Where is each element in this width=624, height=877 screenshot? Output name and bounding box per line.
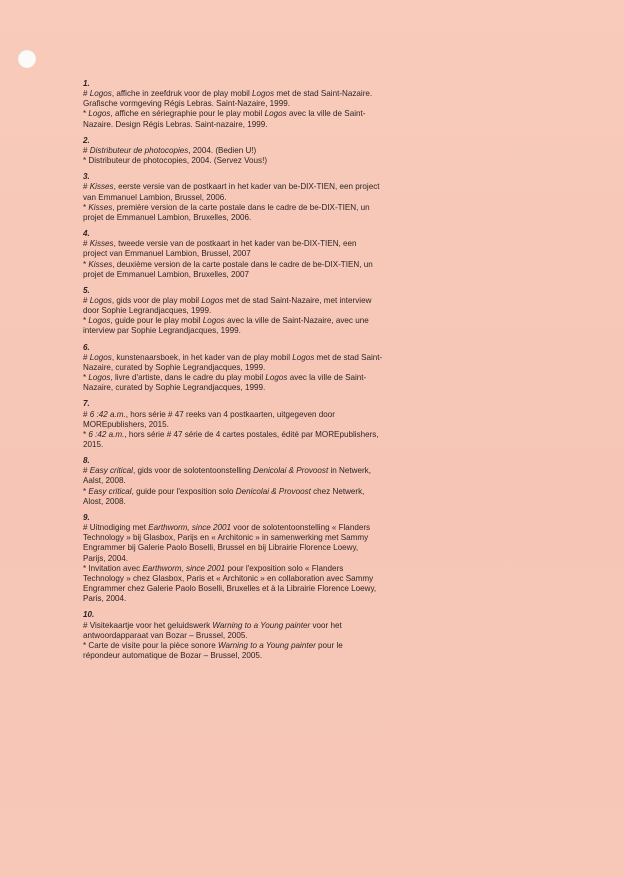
italic-text-segment: Logos (265, 373, 288, 383)
entry-number: 9. (83, 512, 90, 522)
text-segment: avec la ville de Saint-Nazaire, avec une (224, 316, 369, 326)
text-segment: project van Emmanuel Lambion, Brussel, 2007 (83, 249, 251, 259)
italic-text-segment: 6 :42 a.m. (88, 429, 125, 439)
entry (83, 399, 428, 450)
text-segment: Nazaire, curated by Sophie Legrandjacques, 1999. (83, 383, 266, 393)
entry-line (83, 430, 428, 440)
text-segment: voor het (310, 620, 342, 630)
text-segment: répondeur automatique de Bozar – Brussel, 2005. (83, 650, 263, 660)
entry-line (83, 641, 428, 651)
entry-line (83, 533, 428, 543)
entry-line (83, 203, 428, 213)
text-segment: Nazaire. Design Régis Lebras. Saint-nazaire, 1999. (83, 119, 268, 129)
italic-text-segment: Easy critical (89, 466, 133, 476)
entry-line (83, 89, 428, 99)
entry-line (83, 99, 428, 109)
text-segment: chez Netwerk, (310, 486, 365, 496)
text-segment: * (83, 109, 89, 119)
text-segment: , guide pour l'exposition solo (131, 486, 236, 496)
text-segment: Alost, 2008. (83, 496, 126, 506)
text-segment: # (83, 409, 90, 419)
text-segment: projet de Emmanuel Lambion, Bruxelles, 2006. (83, 212, 252, 222)
entry-line (83, 497, 428, 507)
text-segment: # Uitnodiging met (83, 523, 149, 533)
entry-line (83, 631, 428, 641)
text-segment: Parijs, 2004. (83, 553, 128, 563)
entry-line (83, 476, 428, 486)
entry-line (83, 306, 428, 316)
entry-line (83, 363, 428, 373)
entry-line (83, 554, 428, 564)
entry-line (83, 564, 428, 574)
entry-line (83, 316, 428, 326)
text-segment: in Netwerk, (328, 466, 371, 476)
text-segment: Technology » bij Glasbox, Parijs en « Architonic » in samenwerking met Sammy (83, 533, 369, 543)
entry-line (83, 383, 428, 393)
text-segment: antwoordapparaat van Bozar – Brussel, 2005. (83, 630, 248, 640)
entry (83, 136, 428, 166)
italic-text-segment: Kisses (88, 202, 113, 212)
text-segment: * (83, 429, 89, 439)
entry-line (83, 270, 428, 280)
entry-line (83, 410, 428, 420)
italic-text-segment: Earthworm, since 2001 (142, 563, 226, 573)
text-segment: * Distributeur de photocopies, 2004. (Servez Vous!) (83, 156, 268, 166)
text-segment: Nazaire, curated by Sophie Legrandjacques, 1999. (83, 362, 266, 372)
text-segment: Engrammer chez Galerie Paolo Boselli, Bruxelles et à la Librairie Florence Loewy, (83, 584, 377, 594)
text-segment: , gids voor de solotentoonstelling (132, 466, 254, 476)
text-segment: , affiche in zeefdruk voor de play mobil (111, 89, 253, 99)
entry-line (83, 156, 428, 166)
text-segment: avec la ville de Saint- (286, 109, 366, 119)
italic-text-segment: Warning to a Young painter (217, 640, 316, 650)
punch-hole (18, 50, 36, 68)
text-segment: Grafische vormgeving Régis Lebras. Saint-Nazaire, 1999. (83, 99, 290, 109)
entry-line (83, 621, 428, 631)
italic-text-segment: Earthworm, since 2001 (148, 523, 232, 533)
entry-number: 2. (83, 135, 90, 145)
italic-text-segment: Easy critical (88, 486, 132, 496)
entry-line (83, 523, 428, 533)
text-segment: * (83, 316, 89, 326)
text-segment: # (83, 182, 90, 192)
entry-number: 4. (83, 229, 90, 239)
italic-text-segment: Logos (89, 352, 112, 362)
text-segment: # (83, 145, 90, 155)
text-segment: , deuxième version de la carte postale dans le cadre de be-DIX-TIEN, un (112, 259, 373, 269)
text-segment: * (83, 202, 89, 212)
italic-text-segment: Logos (89, 89, 112, 99)
entry-line (83, 146, 428, 156)
entry-number: 10. (83, 610, 95, 620)
entry-number: 6. (83, 342, 90, 352)
text-segment: * Carte de visite pour la pièce sonore (83, 640, 218, 650)
text-segment: met de stad Saint-Nazaire, met interview (223, 295, 372, 305)
text-segment: # (83, 295, 90, 305)
entry-line (83, 373, 428, 383)
entry (83, 229, 428, 280)
entry-number: 8. (83, 456, 90, 466)
text-segment: , tweede versie van de postkaart in het kader van be-DIX-TIEN, een (113, 239, 357, 249)
text-segment: , kunstenaarsboek, in het kader van de play mobil (111, 352, 293, 362)
text-segment: # (83, 89, 90, 99)
entry (83, 343, 428, 394)
text-segment: , livre d'artiste, dans le cadre du play mobil (110, 373, 266, 383)
italic-text-segment: Kisses (88, 259, 113, 269)
entry-line (83, 249, 428, 259)
italic-text-segment: Logos (264, 109, 287, 119)
text-segment: # (83, 239, 90, 249)
entry-line (83, 440, 428, 450)
entry-line (83, 584, 428, 594)
text-segment: pour l'exposition solo « Flanders (225, 563, 344, 573)
text-segment: * Invitation avec (83, 563, 143, 573)
document-content (83, 79, 428, 667)
entry-line (83, 182, 428, 192)
entry-line (83, 543, 428, 553)
entry-line (83, 574, 428, 584)
text-segment: 2015. (83, 440, 104, 449)
entry-line (83, 296, 428, 306)
entry (83, 172, 428, 223)
italic-text-segment: Logos (88, 373, 111, 383)
italic-text-segment: Logos (201, 295, 224, 305)
text-segment: pour le (315, 640, 343, 650)
text-segment: met de stad Saint-Nazaire. (274, 89, 373, 99)
italic-text-segment: Warning to a Young painter (212, 620, 311, 630)
text-segment: met de stad Saint- (314, 352, 383, 362)
entry-line (83, 260, 428, 270)
entry-line (83, 466, 428, 476)
italic-text-segment: Logos (88, 316, 111, 326)
text-segment: Paris, 2004. (83, 594, 127, 604)
text-segment: , hors série # 47 série de 4 cartes postales, édité par MOREpublishers, (124, 429, 379, 439)
text-segment: # Visitekaartje voor het geluidswerk (83, 620, 213, 630)
text-segment: * (83, 373, 89, 383)
text-segment: Technology » chez Glasbox, Paris et « Architonic » en collaboration avec Sammy (83, 573, 374, 583)
text-segment: , affiche en sériegraphie pour le play mobil (110, 109, 265, 119)
entry-line (83, 120, 428, 130)
entry-line (83, 487, 428, 497)
entry-number: 7. (83, 399, 90, 409)
entry-line (83, 420, 428, 430)
text-segment: MOREpublishers, 2015. (83, 419, 169, 429)
text-segment: , première version de la carte postale dans le cadre de be-DIX-TIEN, un (112, 202, 370, 212)
entry-line (83, 353, 428, 363)
entry-line (83, 651, 428, 661)
italic-text-segment: Kisses (89, 239, 114, 249)
italic-text-segment: Logos (89, 295, 112, 305)
text-segment: van Emmanuel Lambion, Brussel, 2006. (83, 192, 227, 202)
italic-text-segment: Denicolai & Provoost (235, 486, 311, 496)
entry (83, 456, 428, 507)
entry (83, 513, 428, 604)
entry (83, 79, 428, 130)
italic-text-segment: Kisses (89, 182, 114, 192)
text-segment: # (83, 466, 90, 476)
text-segment: avec la ville de Saint- (287, 373, 367, 383)
text-segment: * (83, 486, 89, 496)
entry-line (83, 193, 428, 203)
text-segment: # (83, 352, 90, 362)
text-segment: Engrammer bij Galerie Paolo Boselli, Brussel en bij Librairie Florence Loewy, (83, 543, 359, 553)
entry-line (83, 239, 428, 249)
text-segment: * (83, 259, 89, 269)
italic-text-segment: Logos (88, 109, 111, 119)
entry-number: 5. (83, 285, 90, 295)
italic-text-segment: Logos (202, 316, 225, 326)
text-segment: , eerste versie van de postkaart in het kader van be-DIX-TIEN, een project (113, 182, 380, 192)
text-segment: , guide pour le play mobil (110, 316, 203, 326)
italic-text-segment: Distributeur de photocopies (89, 145, 189, 155)
entry (83, 286, 428, 337)
italic-text-segment: Logos (292, 352, 315, 362)
text-segment: , gids voor de play mobil (111, 295, 202, 305)
text-segment: , 2004. (Bedien U!) (188, 145, 257, 155)
entry-number: 3. (83, 172, 90, 182)
italic-text-segment: 6 :42 a.m. (89, 409, 126, 419)
entry-line (83, 594, 428, 604)
entry-number: 1. (83, 79, 90, 88)
text-segment: interview par Sophie Legrandjacques, 1999. (83, 326, 241, 336)
entry-line (83, 213, 428, 223)
italic-text-segment: Denicolai & Provoost (253, 466, 329, 476)
text-segment: projet de Emmanuel Lambion, Bruxelles, 2007 (83, 269, 250, 279)
text-segment: Aalst, 2008. (83, 476, 126, 486)
italic-text-segment: Logos (252, 89, 275, 99)
text-segment: , hors série # 47 reeks van 4 postkaarten, uitgegeven door (125, 409, 335, 419)
text-segment: door Sophie Legrandjacques, 1999. (83, 306, 212, 316)
entry-line (83, 109, 428, 119)
entry (83, 610, 428, 661)
text-segment: voor de solotentoonstelling « Flanders (231, 523, 371, 533)
entry-line (83, 326, 428, 336)
